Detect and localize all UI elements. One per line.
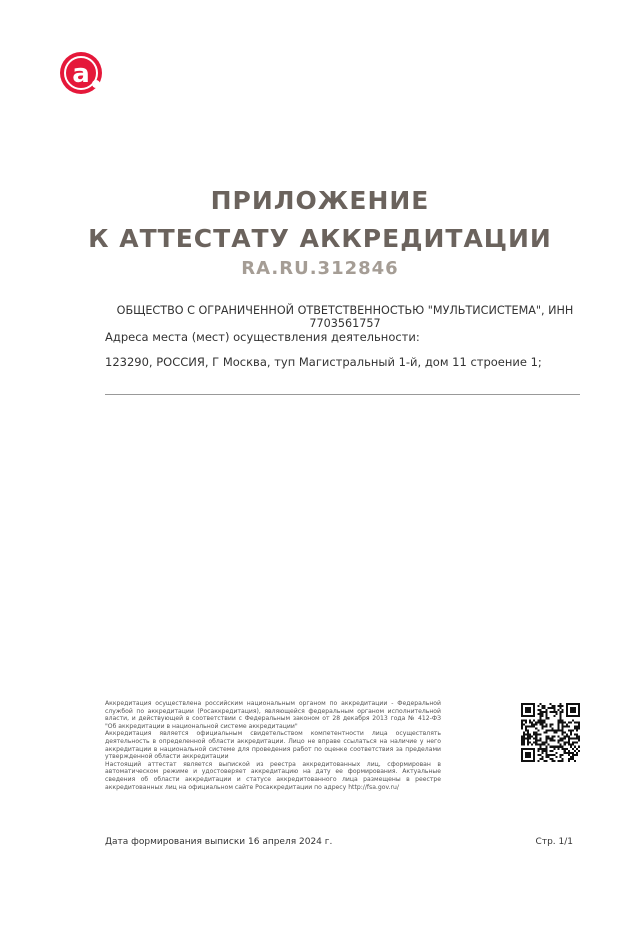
qr-code-icon: [521, 703, 580, 762]
svg-text:a: a: [72, 59, 90, 89]
title-line-2: К АТТЕСТАТУ АККРЕДИТАЦИИ: [88, 224, 552, 253]
notice-paragraph: Аккредитация осуществлена российским национальным органом по аккредитации - Федеральной службой по аккредитации (Росаккредитация), являющейся федеральным органом исполнительной власти, и действующей в соответствии с Федеральным законом от 28 декабря 2013 года № 412-ФЗ "Об аккредитации в национальной системе аккредитации": [105, 700, 441, 730]
page-number: Стр. 1/1: [535, 837, 573, 847]
company-name: ОБЩЕСТВО С ОГРАНИЧЕННОЙ ОТВЕТСТВЕННОСТЬЮ "МУЛЬТИСИСТЕМА", ИНН 7703561757: [116, 304, 574, 330]
generation-date: Дата формирования выписки 16 апреля 2024 г.: [105, 837, 333, 847]
accreditation-logo-icon: [59, 51, 103, 95]
divider: [105, 394, 580, 395]
address-label: Адреса места (мест) осуществления деятельности:: [105, 330, 420, 344]
notice-paragraph: Аккредитация является официальным свидетельством компетентности лица осуществлять деятельность в определенной области аккредитации. Лицо не вправе ссылаться на наличие у него аккредитации в национальной системе для проведения работ по оценке соответствия за пределами утвержденной области аккредитации: [105, 730, 441, 761]
title-line-1: ПРИЛОЖЕНИЕ: [210, 186, 430, 215]
notice-paragraph: Настоящий аттестат является выпиской из реестра аккредитованных лиц, сформирован в автоматическом режиме и удостоверяет аккредитацию на дату ее формирования. Актуальные сведения об области аккредитации и статусе аккредитованного лица размещены в реестре аккредитованных лиц на официальном сайте Росаккредитации по адресу http://fsa.gov.ru/: [105, 760, 441, 791]
certificate-number: RA.RU.312846: [241, 258, 399, 279]
legal-notice: [105, 700, 441, 791]
address: 123290, РОССИЯ, Г Москва, туп Магистральный 1-й, дом 11 строение 1;: [105, 355, 542, 369]
